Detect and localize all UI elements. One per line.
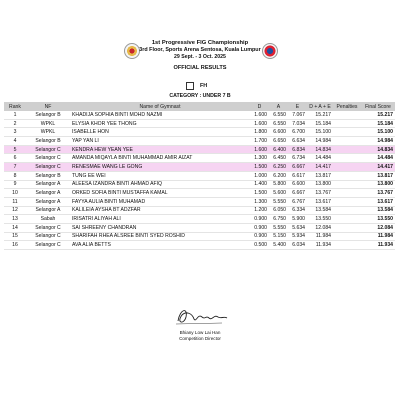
cell-nf: WPKL [26, 128, 70, 137]
cell-e: 6.734 [288, 154, 307, 163]
cell-dae: 13.550 [307, 215, 333, 224]
cell-name: SHARIFAH RHEA ALSREE BINTI SYED ROSHID [70, 232, 250, 241]
cell-d: 0.900 [250, 232, 269, 241]
cell-e: 6.617 [288, 171, 307, 180]
cell-nf: Selangor C [26, 154, 70, 163]
cell-nf: Selangor A [26, 197, 70, 206]
cell-name: KALILEIA AYSHA BT ADZFAR [70, 206, 250, 215]
cell-penalties [333, 206, 361, 215]
cell-name: YAP YAN LI [70, 137, 250, 146]
cell-final-score: 15.184 [361, 119, 395, 128]
table-row [4, 223, 395, 232]
cell-d: 1.500 [250, 163, 269, 172]
cell-rank: 5 [4, 145, 26, 154]
cell-d: 1.600 [250, 111, 269, 119]
cell-d: 1.800 [250, 128, 269, 137]
cell-d: 1.500 [250, 189, 269, 198]
table-row [4, 119, 395, 128]
cell-a: 6.200 [269, 171, 288, 180]
cell-e: 7.034 [288, 119, 307, 128]
cell-dae: 14.984 [307, 137, 333, 146]
cell-nf: Selangor B [26, 171, 70, 180]
cell-a: 5.800 [269, 180, 288, 189]
cell-d: 1.400 [250, 180, 269, 189]
dates-line: 29 Sept. - 3 Oct. 2025 [174, 54, 226, 60]
col-penalties: Penalties [333, 102, 361, 111]
table-row [4, 215, 395, 224]
cell-rank: 13 [4, 215, 26, 224]
cell-a: 5.550 [269, 223, 288, 232]
cell-dae: 12.084 [307, 223, 333, 232]
cell-nf: Selangor B [26, 137, 70, 146]
cell-rank: 6 [4, 154, 26, 163]
cell-d: 1.700 [250, 137, 269, 146]
cell-name: AMANDA MIQAYLA BINTI MUHAMMAD AMIR AIZAT [70, 154, 250, 163]
cell-penalties [333, 189, 361, 198]
cell-penalties [333, 137, 361, 146]
cell-dae: 15.184 [307, 119, 333, 128]
cell-name: SAI SHREENY CHANDRAN [70, 223, 250, 232]
apparatus-row [186, 82, 207, 90]
cell-penalties [333, 154, 361, 163]
cell-final-score: 13.617 [361, 197, 395, 206]
cell-rank: 9 [4, 180, 26, 189]
cell-a: 5.600 [269, 189, 288, 198]
cell-rank: 12 [4, 206, 26, 215]
cell-dae: 15.217 [307, 111, 333, 119]
cell-penalties [333, 180, 361, 189]
cell-a: 6.550 [269, 111, 288, 119]
cell-nf: Selangor C [26, 145, 70, 154]
cell-e: 6.667 [288, 189, 307, 198]
cell-a: 5.150 [269, 232, 288, 241]
cell-final-score: 14.484 [361, 154, 395, 163]
cell-final-score: 13.584 [361, 206, 395, 215]
cell-nf: Selangor A [26, 189, 70, 198]
cell-final-score: 11.934 [361, 241, 395, 250]
cell-rank: 11 [4, 197, 26, 206]
cell-a: 6.400 [269, 145, 288, 154]
cell-rank: 1 [4, 111, 26, 119]
cell-penalties [333, 232, 361, 241]
table-row [4, 232, 395, 241]
cell-final-score: 14.834 [361, 145, 395, 154]
cell-nf: Selangor A [26, 206, 70, 215]
cell-a: 5.550 [269, 197, 288, 206]
document-header [0, 40, 400, 72]
cell-dae: 13.617 [307, 197, 333, 206]
cell-name: AVA ALIA BETTS [70, 241, 250, 250]
cell-a: 6.050 [269, 206, 288, 215]
cell-penalties [333, 215, 361, 224]
cell-final-score: 14.984 [361, 137, 395, 146]
cell-a: 6.750 [269, 215, 288, 224]
cell-name: KHADIJA SOPHIA BINTI MOHD NAZMI [70, 111, 250, 119]
cell-a: 6.600 [269, 128, 288, 137]
cell-penalties [333, 241, 361, 250]
cell-penalties [333, 128, 361, 137]
cell-a: 5.400 [269, 241, 288, 250]
table-row [4, 137, 395, 146]
table-row [4, 163, 395, 172]
col-rank: Rank [4, 102, 26, 111]
col-dae: D + A + E [307, 102, 333, 111]
cell-nf: Selangor C [26, 223, 70, 232]
cell-final-score: 13.800 [361, 180, 395, 189]
cell-name: KENDRA HEW YEAN YEE [70, 145, 250, 154]
cell-final-score: 12.084 [361, 223, 395, 232]
cell-e: 6.634 [288, 137, 307, 146]
cell-rank: 10 [4, 189, 26, 198]
table-row [4, 206, 395, 215]
cell-d: 0.900 [250, 215, 269, 224]
table-row [4, 241, 395, 250]
table-row [4, 145, 395, 154]
cell-rank: 14 [4, 223, 26, 232]
apparatus-label: FH [200, 83, 208, 89]
cell-a: 6.650 [269, 137, 288, 146]
cell-e: 6.767 [288, 197, 307, 206]
table-header-row [4, 102, 395, 111]
cell-name: RENESMAE WANG LE GONG [70, 163, 250, 172]
cell-name: IRISATRI ALIYAH ALI [70, 215, 250, 224]
cell-penalties [333, 197, 361, 206]
cell-rank: 2 [4, 119, 26, 128]
col-name: Name of Gymnast [70, 102, 250, 111]
col-final-score: Final Score [361, 102, 395, 111]
cell-nf: Selangor B [26, 111, 70, 119]
table-row [4, 180, 395, 189]
table-row [4, 111, 395, 119]
championship-title: 1st Progressive FIG Championship [151, 40, 249, 46]
cell-nf: Selangor C [26, 232, 70, 241]
col-d: D [250, 102, 269, 111]
cell-penalties [333, 111, 361, 119]
col-e: E [288, 102, 307, 111]
cell-e: 5.934 [288, 232, 307, 241]
cell-dae: 11.984 [307, 232, 333, 241]
cell-rank: 3 [4, 128, 26, 137]
cell-e: 7.067 [288, 111, 307, 119]
cell-rank: 16 [4, 241, 26, 250]
cell-nf: Selangor C [26, 241, 70, 250]
category-label: CATEGORY : UNDER 7 B [169, 93, 231, 99]
cell-e: 5.900 [288, 215, 307, 224]
cell-d: 1.600 [250, 145, 269, 154]
official-results-heading: OFFICIAL RESULTS [173, 65, 227, 71]
cell-penalties [333, 171, 361, 180]
cell-final-score: 14.417 [361, 163, 395, 172]
cell-penalties [333, 119, 361, 128]
cell-e: 6.667 [288, 163, 307, 172]
table-row [4, 197, 395, 206]
cell-final-score: 13.817 [361, 171, 395, 180]
cell-rank: 7 [4, 163, 26, 172]
cell-final-score: 13.550 [361, 215, 395, 224]
cell-penalties [333, 223, 361, 232]
signatory-name: Bhiany Low Lai Han [179, 330, 221, 335]
col-nf: NF [26, 102, 70, 111]
cell-d: 1.200 [250, 206, 269, 215]
cell-d: 1.000 [250, 171, 269, 180]
cell-e: 6.834 [288, 145, 307, 154]
cell-name: FAYYA AULIA BINTI MUHAMAD [70, 197, 250, 206]
apparatus-checkbox [186, 82, 194, 90]
cell-dae: 13.767 [307, 189, 333, 198]
cell-nf: Selangor A [26, 180, 70, 189]
cell-final-score: 15.217 [361, 111, 395, 119]
cell-rank: 8 [4, 171, 26, 180]
signatory-role: Competition Director [179, 336, 221, 341]
cell-a: 6.450 [269, 154, 288, 163]
signature-icon [172, 305, 232, 327]
cell-nf: Selangor C [26, 163, 70, 172]
results-table [4, 102, 395, 250]
cell-penalties [333, 145, 361, 154]
cell-final-score: 11.984 [361, 232, 395, 241]
cell-d: 0.500 [250, 241, 269, 250]
col-a: A [269, 102, 288, 111]
cell-name: ISABELLE HON [70, 128, 250, 137]
cell-final-score: 15.100 [361, 128, 395, 137]
cell-name: ELYSIA KHOR YEE THONG [70, 119, 250, 128]
cell-d: 0.900 [250, 223, 269, 232]
cell-dae: 11.934 [307, 241, 333, 250]
cell-dae: 14.484 [307, 154, 333, 163]
table-row [4, 189, 395, 198]
cell-penalties [333, 163, 361, 172]
cell-e: 6.034 [288, 241, 307, 250]
cell-d: 1.600 [250, 119, 269, 128]
cell-nf: WPKL [26, 119, 70, 128]
cell-rank: 4 [4, 137, 26, 146]
cell-rank: 15 [4, 232, 26, 241]
cell-a: 6.250 [269, 163, 288, 172]
cell-name: ALEESA IZANDRA BINTI AHMAD AFIQ [70, 180, 250, 189]
cell-dae: 13.584 [307, 206, 333, 215]
cell-d: 1.300 [250, 197, 269, 206]
table-row [4, 154, 395, 163]
cell-dae: 13.817 [307, 171, 333, 180]
cell-dae: 15.100 [307, 128, 333, 137]
cell-e: 6.334 [288, 206, 307, 215]
table-row [4, 128, 395, 137]
venue-line: 3rd Floor, Sports Arena Sentosa, Kuala Lumpur [139, 47, 261, 53]
cell-e: 5.634 [288, 223, 307, 232]
table-row [4, 171, 395, 180]
cell-e: 6.700 [288, 128, 307, 137]
cell-dae: 14.834 [307, 145, 333, 154]
cell-d: 1.300 [250, 154, 269, 163]
cell-final-score: 13.767 [361, 189, 395, 198]
cell-e: 6.600 [288, 180, 307, 189]
cell-name: TUNG EE WEI [70, 171, 250, 180]
cell-name: ORKED SOFIA BINTI MUSTAFFA KAMAL [70, 189, 250, 198]
cell-dae: 14.417 [307, 163, 333, 172]
cell-dae: 13.800 [307, 180, 333, 189]
cell-nf: Sabah [26, 215, 70, 224]
cell-a: 6.550 [269, 119, 288, 128]
